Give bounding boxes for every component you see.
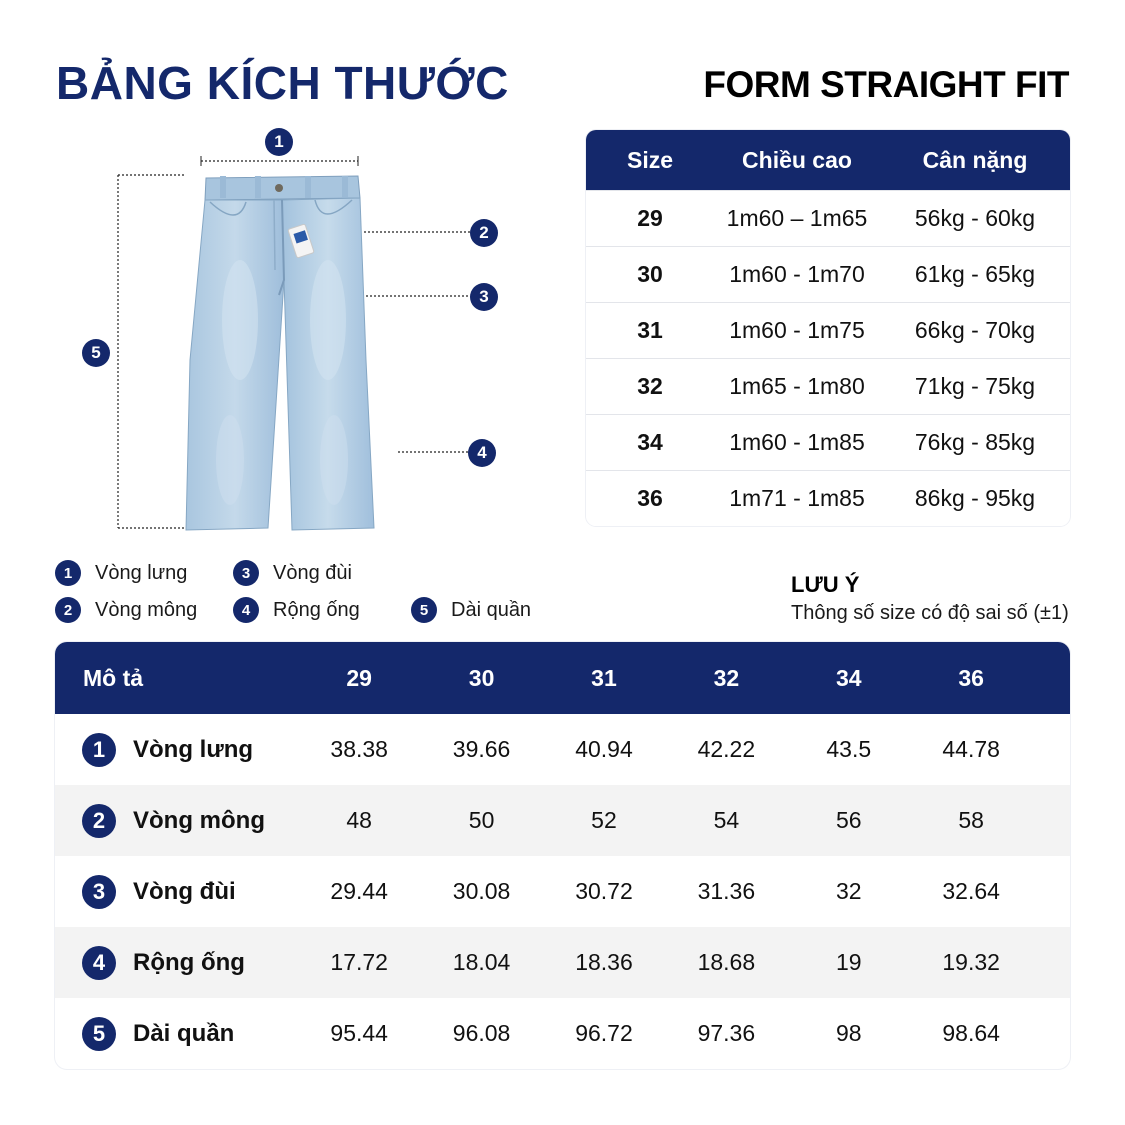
weight-cell: 66kg - 70kg [914,317,1036,343]
row-badge: 5 [82,1017,116,1051]
table-row [55,927,1070,998]
marker-5-badge: 5 [82,339,110,367]
row-badge: 4 [82,946,116,980]
col-weight-header: Cân nặng [922,146,1028,173]
row-label [55,1017,298,1051]
size-header: 32 [713,664,740,691]
size-cell: 29 [637,205,663,231]
value-cell: 17.72 [330,949,388,975]
col-size-header: Size [626,146,674,173]
size-table-header [586,130,1070,190]
value-cell: 30.72 [575,878,633,904]
row-badge: 1 [82,733,116,767]
weight-cell: 71kg - 75kg [914,373,1036,399]
legend-item-thigh [233,560,352,586]
legend-label: Vòng mông [95,598,198,621]
form-title: FORM STRAIGHT FIT [703,64,1069,105]
value-cell: 52 [591,807,617,833]
legend-item-hip [55,597,197,623]
measurement-table-header [55,642,1070,714]
row-label [55,946,298,980]
height-cell: 1m60 – 1m65 [726,205,868,231]
size-row [586,414,1070,470]
legend-label: Rộng ống [273,598,360,621]
value-cell: 98.64 [942,1020,1000,1046]
height-cell: 1m71 - 1m85 [729,485,865,511]
height-cell: 1m60 - 1m75 [729,317,865,343]
note-title: LƯU Ý [791,572,860,597]
size-cell: 36 [637,485,663,511]
value-cell: 38.38 [330,736,388,762]
table-row [55,714,1070,785]
value-cell: 50 [468,807,495,833]
value-cell: 40.94 [575,736,633,762]
height-cell: 1m60 - 1m70 [729,261,865,287]
measurement-table [55,642,1070,1069]
value-cell: 29.44 [330,878,388,904]
row-label [55,804,298,838]
marker-4-badge: 4 [468,439,496,467]
size-row [586,358,1070,414]
size-row [586,302,1070,358]
size-cell: 31 [637,317,663,343]
value-cell: 96.72 [575,1020,633,1046]
value-cell: 56 [835,807,862,833]
table-row [55,856,1070,927]
legend-label: Vòng lưng [95,561,188,584]
size-row [586,190,1070,246]
legend-badge: 4 [233,597,259,623]
size-row [586,246,1070,302]
legend-badge: 1 [55,560,81,586]
size-header: 30 [468,664,495,691]
marker-2-badge: 2 [470,219,498,247]
legend-badge: 3 [233,560,259,586]
row-name: Vòng đùi [133,877,236,905]
value-cell: 31.36 [697,878,756,904]
legend-label: Vòng đùi [273,561,352,584]
table-row [55,785,1070,856]
weight-cell: 76kg - 85kg [914,429,1036,455]
row-name: Vòng mông [133,806,265,834]
size-guide-table [586,130,1070,526]
value-cell: 32.64 [942,878,1000,904]
value-cell: 58 [958,807,984,833]
row-label [55,875,298,909]
value-cell: 18.04 [452,949,511,975]
size-cell: 32 [637,373,663,399]
size-header: 36 [958,664,984,691]
col-height-header: Chiều cao [742,146,852,173]
size-cell: 34 [637,429,663,455]
value-cell: 42.22 [697,736,756,762]
value-cell: 19 [835,949,862,975]
value-cell: 39.66 [452,736,511,762]
size-header: 34 [835,664,862,691]
value-cell: 19.32 [942,949,1000,975]
value-cell: 97.36 [697,1020,756,1046]
legend-item-length [411,597,531,623]
marker-1-badge: 1 [265,128,293,156]
row-name: Vòng lưng [133,735,254,763]
jeans-illustration [60,120,540,550]
height-cell: 1m65 - 1m80 [729,373,865,399]
value-cell: 30.08 [452,878,511,904]
value-cell: 44.78 [942,736,1000,762]
page-title: BẢNG KÍCH THƯỚC [56,57,509,109]
value-cell: 18.36 [575,949,633,975]
value-cell: 96.08 [452,1020,511,1046]
row-badge: 3 [82,875,116,909]
legend-label: Dài quần [451,598,532,621]
value-cell: 32 [835,878,862,904]
row-badge: 2 [82,804,116,838]
table-row [55,998,1070,1069]
value-cell: 54 [713,807,740,833]
value-cell: 98 [835,1020,862,1046]
size-header: 29 [346,664,372,691]
marker-3-badge: 3 [470,283,498,311]
size-cell: 30 [637,261,663,287]
weight-cell: 56kg - 60kg [914,205,1036,231]
weight-cell: 61kg - 65kg [914,261,1036,287]
weight-cell: 86kg - 95kg [914,485,1036,511]
row-name: Rộng ống [133,948,245,976]
legend-badge: 5 [411,597,437,623]
legend-item-waist [55,560,187,586]
note-text: Thông số size có độ sai số (±1) [791,602,1069,624]
description-header: Mô tả [83,664,144,691]
size-row [586,470,1070,526]
height-cell: 1m60 - 1m85 [729,429,865,455]
value-cell: 18.68 [697,949,756,975]
jeans-diagram [60,120,540,550]
legend-item-leg-opening [233,597,360,623]
row-label [55,733,298,767]
value-cell: 43.5 [826,736,872,762]
row-name: Dài quần [133,1019,235,1047]
value-cell: 48 [346,807,372,833]
size-header: 31 [591,664,617,691]
legend-badge: 2 [55,597,81,623]
value-cell: 95.44 [330,1020,388,1046]
